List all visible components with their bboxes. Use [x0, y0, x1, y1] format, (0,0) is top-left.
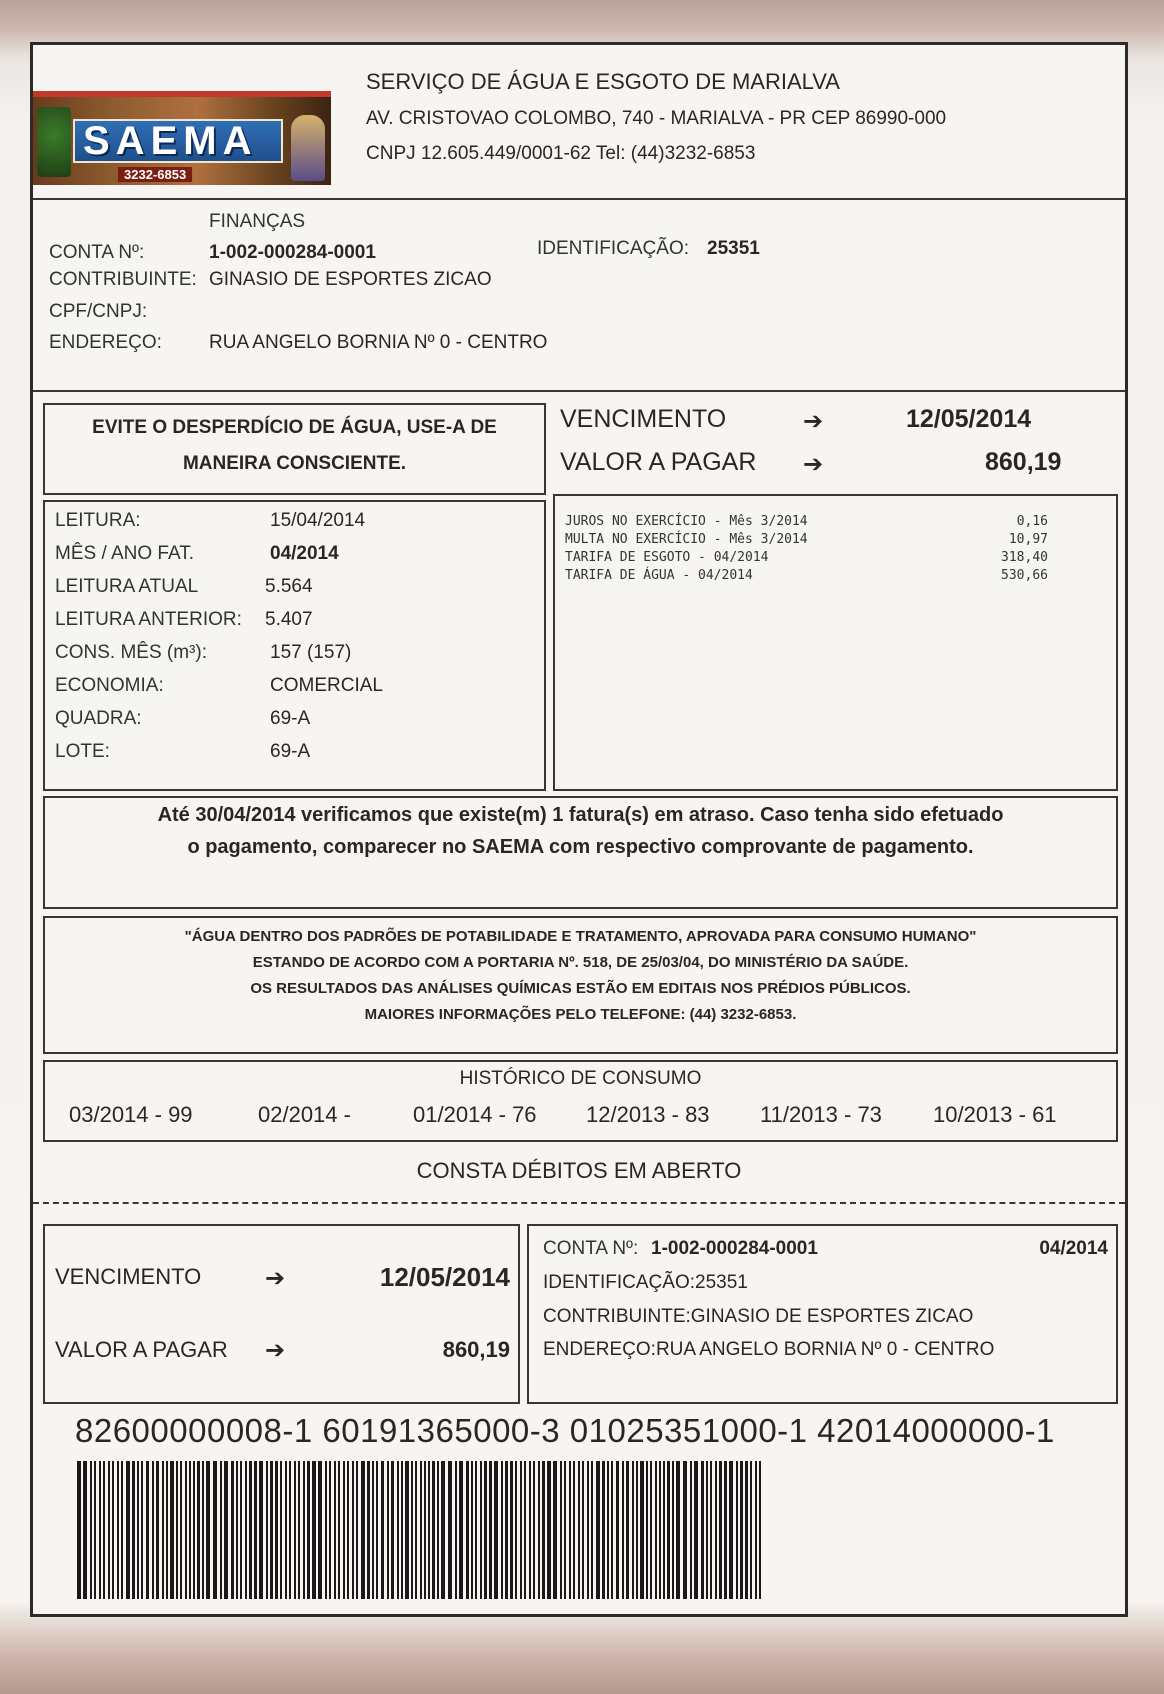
mascot-icon [291, 115, 325, 181]
barcode-bar [719, 1461, 722, 1599]
barcode-bar [381, 1461, 384, 1599]
barcode-bar [391, 1461, 394, 1599]
company-name: SERVIÇO DE ÁGUA E ESGOTO DE MARIALVA [366, 69, 840, 94]
charges-box [553, 494, 1118, 791]
barcode-bar [289, 1461, 291, 1599]
barcode-bar [270, 1461, 273, 1599]
barcode-bar [325, 1461, 327, 1599]
barcode-bar [347, 1461, 349, 1599]
barcode-bar [724, 1461, 727, 1599]
conta-label: CONTA Nº: [49, 242, 145, 263]
barcode-bar [202, 1461, 204, 1599]
quality-line4: MAIORES INFORMAÇÕES PELO TELEFONE: (44) 3232-6853. [364, 1006, 797, 1023]
quadra-label: QUADRA: [55, 708, 142, 729]
quality-box [43, 916, 1118, 1054]
barcode-bar [185, 1461, 187, 1599]
stub-vencimento-label: VENCIMENTO [55, 1264, 202, 1289]
quadra-value: 69-A [270, 708, 311, 729]
barcode-bar [166, 1461, 168, 1599]
barcode-bar [663, 1461, 665, 1599]
barcode-bar [275, 1461, 278, 1599]
history-item: 12/2013 - 83 [586, 1102, 710, 1127]
barcode-bar [484, 1461, 487, 1599]
notice-line1: EVITE O DESPERDÍCIO DE ÁGUA, USE-A DE [92, 417, 497, 438]
barcode-bar [455, 1461, 457, 1599]
barcode-bar [197, 1461, 200, 1599]
arrow-icon: ➔ [265, 1265, 286, 1292]
barcode-bar [108, 1461, 110, 1599]
barcode-bar [547, 1461, 551, 1599]
barcode-bar [701, 1461, 704, 1599]
barcode-bar [294, 1461, 296, 1599]
barcode-bar [676, 1461, 680, 1599]
barcode-bar [180, 1461, 182, 1599]
barcode-bar [745, 1461, 748, 1599]
barcode-bar [510, 1461, 513, 1599]
barcode-bar [220, 1461, 222, 1599]
barcode-bar [206, 1461, 210, 1599]
reading-box [43, 500, 546, 791]
barcode-bar [515, 1461, 517, 1599]
notice-box [43, 403, 546, 495]
barcode-bar [405, 1461, 409, 1599]
barcode-bar [420, 1461, 422, 1599]
barcode-bar [132, 1461, 135, 1599]
barcode-bar [432, 1461, 435, 1599]
contrib-label: CONTRIBUINTE: [49, 269, 197, 290]
barcode-bar [77, 1461, 81, 1599]
barcode-bar [626, 1461, 629, 1599]
barcode-bar [459, 1461, 463, 1599]
barcode-bar [740, 1461, 743, 1599]
barcode-bar [356, 1461, 358, 1599]
barcode-bar [659, 1461, 661, 1599]
barcode-bar [480, 1461, 482, 1599]
history-item: 01/2014 - 76 [413, 1102, 537, 1127]
barcode-bar [141, 1461, 143, 1599]
barcode-bar [466, 1461, 469, 1599]
company-cnpj: CNPJ 12.605.449/0001-62 Tel: (44)3232-6853 [366, 143, 756, 164]
barcode-bar [231, 1461, 234, 1599]
barcode-bar [564, 1461, 566, 1599]
leitura-value: 15/04/2014 [270, 510, 366, 531]
charge-value: 10,97 [1008, 532, 1048, 547]
section-label: FINANÇAS [209, 211, 306, 232]
barcode-bar [672, 1461, 674, 1599]
barcode-bar [694, 1461, 698, 1599]
anterior-value: 5.407 [265, 609, 313, 630]
barcode-bar [501, 1461, 503, 1599]
barcode-bar [573, 1461, 575, 1599]
barcode-bar [448, 1461, 452, 1599]
barcode-bar [224, 1461, 228, 1599]
charge-value: 530,66 [1001, 568, 1048, 583]
barcode-bar [249, 1461, 252, 1599]
barcode-bar [582, 1461, 584, 1599]
barcode-bar [285, 1461, 287, 1599]
charge-desc: JUROS NO EXERCÍCIO - Mês 3/2014 [565, 514, 808, 529]
barcode-bar [329, 1461, 331, 1599]
vencimento-label: VENCIMENTO [560, 405, 727, 433]
barcode-bar [607, 1461, 609, 1599]
barcode-bar [266, 1461, 268, 1599]
cons-label: CONS. MÊS (m³): [55, 642, 207, 663]
barcode-bar [170, 1461, 174, 1599]
barcode [77, 1461, 767, 1599]
barcode-bar [424, 1461, 426, 1599]
barcode-bar [640, 1461, 644, 1599]
barcode-bar [578, 1461, 580, 1599]
quality-line3: OS RESULTADOS DAS ANÁLISES QUÍMICAS ESTÃO EM EDITAIS NOS PRÉDIOS PÚBLICOS. [250, 980, 911, 997]
valor-label: VALOR A PAGAR [560, 448, 757, 476]
barcode-bar [591, 1461, 593, 1599]
barcode-bar [146, 1461, 149, 1599]
anterior-label: LEITURA ANTERIOR: [55, 609, 242, 630]
endereco-value: RUA ANGELO BORNIA Nº 0 - CENTRO [209, 332, 548, 353]
barcode-bar [401, 1461, 403, 1599]
water-bill [30, 42, 1128, 1617]
barcode-bar [298, 1461, 300, 1599]
endereco-label: ENDEREÇO: [49, 332, 162, 353]
barcode-bar [560, 1461, 562, 1599]
quality-line2: ESTANDO DE ACORDO COM A PORTARIA Nº. 518, DE 25/03/04, DO MINISTÉRIO DA SAÚDE. [252, 954, 909, 971]
overdue-box [43, 796, 1118, 909]
charge-desc: MULTA NO EXERCÍCIO - Mês 3/2014 [565, 532, 808, 547]
barcode-bar [710, 1461, 712, 1599]
barcode-bar [213, 1461, 217, 1599]
barcode-bar [303, 1461, 305, 1599]
debts-notice: CONSTA DÉBITOS EM ABERTO [416, 1158, 742, 1183]
barcode-bar [236, 1461, 238, 1599]
barcode-bar [636, 1461, 638, 1599]
barcode-bar [729, 1461, 733, 1599]
stub-ref: 04/2014 [1039, 1238, 1108, 1259]
barcode-bar [602, 1461, 605, 1599]
history-item: 02/2014 - [258, 1102, 351, 1127]
stub-conta-value: 1-002-000284-0001 [651, 1238, 818, 1259]
barcode-bar [520, 1461, 522, 1599]
barcode-bar [387, 1461, 389, 1599]
barcode-bar [245, 1461, 247, 1599]
saema-logo [33, 91, 331, 185]
atual-value: 5.564 [265, 576, 313, 597]
barcode-bar [428, 1461, 430, 1599]
stub-due-box [43, 1224, 520, 1404]
barcode-bar [611, 1461, 613, 1599]
history-item: 10/2013 - 61 [933, 1102, 1057, 1127]
divider [33, 390, 1125, 392]
arrow-icon: ➔ [803, 408, 824, 435]
barcode-bar [137, 1461, 139, 1599]
barcode-digits: 82600000008-1 60191365000-3 01025351000-1 42014000000-1 [75, 1412, 1055, 1449]
arrow-icon: ➔ [803, 451, 824, 478]
logo-phone: 3232-6853 [118, 167, 192, 182]
logo-text: SAEMA [83, 119, 258, 163]
stub-ident: IDENTIFICAÇÃO:25351 [543, 1272, 748, 1293]
barcode-bar [437, 1461, 439, 1599]
barcode-bar [376, 1461, 378, 1599]
quality-line1: "ÁGUA DENTRO DOS PADRÕES DE POTABILIDADE E TRATAMENTO, APROVADA PARA CONSUMO HUMANO" [184, 928, 977, 945]
charge-value: 0,16 [1016, 514, 1048, 529]
economia-value: COMERCIAL [270, 675, 383, 696]
barcode-bar [494, 1461, 498, 1599]
history-title: HISTÓRICO DE CONSUMO [459, 1068, 702, 1089]
stub-valor-value: 860,19 [442, 1337, 510, 1362]
leitura-label: LEITURA: [55, 510, 141, 531]
barcode-bar [533, 1461, 535, 1599]
barcode-bar [542, 1461, 545, 1599]
barcode-bar [280, 1461, 282, 1599]
lote-label: LOTE: [55, 741, 110, 762]
stub-info-box [527, 1224, 1118, 1404]
charge-value: 318,40 [1001, 550, 1048, 565]
barcode-bar [471, 1461, 473, 1599]
barcode-bar [343, 1461, 345, 1599]
valor-value: 860,19 [985, 448, 1062, 476]
barcode-bar [524, 1461, 526, 1599]
barcode-bar [397, 1461, 399, 1599]
barcode-bar [715, 1461, 717, 1599]
charge-desc: TARIFA DE ESGOTO - 04/2014 [565, 550, 769, 565]
barcode-bar [176, 1461, 178, 1599]
barcode-bar [441, 1461, 445, 1599]
mes-value: 04/2014 [270, 543, 339, 564]
cpf-label: CPF/CNPJ: [49, 301, 148, 322]
barcode-bar [667, 1461, 670, 1599]
barcode-bar [318, 1461, 322, 1599]
cons-value: 157 (157) [270, 642, 352, 663]
cut-line [33, 1202, 1125, 1204]
stub-endereco: ENDEREÇO:RUA ANGELO BORNIA Nº 0 - CENTRO [543, 1339, 995, 1360]
barcode-bar [569, 1461, 571, 1599]
barcode-bar [650, 1461, 652, 1599]
barcode-bar [259, 1461, 263, 1599]
barcode-bar [103, 1461, 105, 1599]
barcode-bar [312, 1461, 316, 1599]
barcode-bar [411, 1461, 413, 1599]
barcode-bar [553, 1461, 557, 1599]
barcode-bar [489, 1461, 492, 1599]
barcode-bar [90, 1461, 92, 1599]
overdue-line1: Até 30/04/2014 verificamos que existe(m) 1 fatura(s) em atraso. Caso tenha sido efetuado [157, 804, 1004, 826]
barcode-bar [632, 1461, 634, 1599]
barcode-bar [352, 1461, 354, 1599]
history-item: 11/2013 - 73 [760, 1102, 882, 1127]
barcode-bar [755, 1461, 757, 1599]
mes-label: MÊS / ANO FAT. [55, 543, 195, 564]
barcode-bar [254, 1461, 257, 1599]
stub-conta-label: CONTA Nº: [543, 1238, 639, 1259]
barcode-bar [538, 1461, 540, 1599]
barcode-bar [655, 1461, 657, 1599]
barcode-bar [587, 1461, 589, 1599]
barcode-bar [596, 1461, 600, 1599]
arrow-icon: ➔ [265, 1337, 286, 1364]
barcode-bar [529, 1461, 531, 1599]
overdue-line2: o pagamento, comparecer no SAEMA com respectivo comprovante de pagamento. [187, 836, 974, 858]
barcode-bar [193, 1461, 195, 1599]
barcode-bar [706, 1461, 708, 1599]
barcode-bar [162, 1461, 164, 1599]
history-box [43, 1060, 1118, 1142]
company-address: AV. CRISTOVAO COLOMBO, 740 - MARIALVA - PR CEP 86990-000 [366, 108, 947, 129]
barcode-bar [94, 1461, 96, 1599]
notice-line2: MANEIRA CONSCIENTE. [182, 453, 407, 474]
barcode-bar [334, 1461, 336, 1599]
barcode-bar [622, 1461, 624, 1599]
barcode-bar [338, 1461, 340, 1599]
barcode-bar [475, 1461, 477, 1599]
barcode-bar [156, 1461, 159, 1599]
barcode-bar [372, 1461, 374, 1599]
barcode-bar [736, 1461, 738, 1599]
stub-valor-label: VALOR A PAGAR [55, 1337, 228, 1362]
barcode-bar [367, 1461, 370, 1599]
barcode-bar [361, 1461, 365, 1599]
conta-value: 1-002-000284-0001 [209, 242, 376, 263]
barcode-bar [152, 1461, 154, 1599]
contrib-value: GINASIO DE ESPORTES ZICAO [209, 269, 492, 290]
barcode-bar [117, 1461, 119, 1599]
ident-label: IDENTIFICAÇÃO: [537, 238, 690, 259]
divider [33, 198, 1125, 200]
barcode-bar [126, 1461, 130, 1599]
barcode-bar [683, 1461, 687, 1599]
barcode-bar [415, 1461, 417, 1599]
barcode-bar [189, 1461, 191, 1599]
atual-label: LEITURA ATUAL [55, 576, 199, 597]
barcode-bar [505, 1461, 508, 1599]
barcode-bar [690, 1461, 692, 1599]
barcode-bar [240, 1461, 242, 1599]
barcode-bar [112, 1461, 114, 1599]
barcode-bar [750, 1461, 752, 1599]
barcode-bar [83, 1461, 87, 1599]
barcode-bar [616, 1461, 619, 1599]
vencimento-value: 12/05/2014 [906, 405, 1032, 433]
ident-value: 25351 [707, 238, 760, 259]
barcode-bar [759, 1461, 761, 1599]
barcode-bar [121, 1461, 123, 1599]
lote-value: 69-A [270, 741, 311, 762]
barcode-bar [99, 1461, 101, 1599]
barcode-bar [307, 1461, 310, 1599]
stub-contrib: CONTRIBUINTE:GINASIO DE ESPORTES ZICAO [543, 1306, 974, 1327]
stub-vencimento-value: 12/05/2014 [379, 1262, 510, 1292]
history-item: 03/2014 - 99 [69, 1102, 193, 1127]
barcode-bar [646, 1461, 648, 1599]
emblem-icon [37, 107, 71, 177]
charge-desc: TARIFA DE ÁGUA - 04/2014 [565, 568, 753, 583]
economia-label: ECONOMIA: [55, 675, 164, 696]
